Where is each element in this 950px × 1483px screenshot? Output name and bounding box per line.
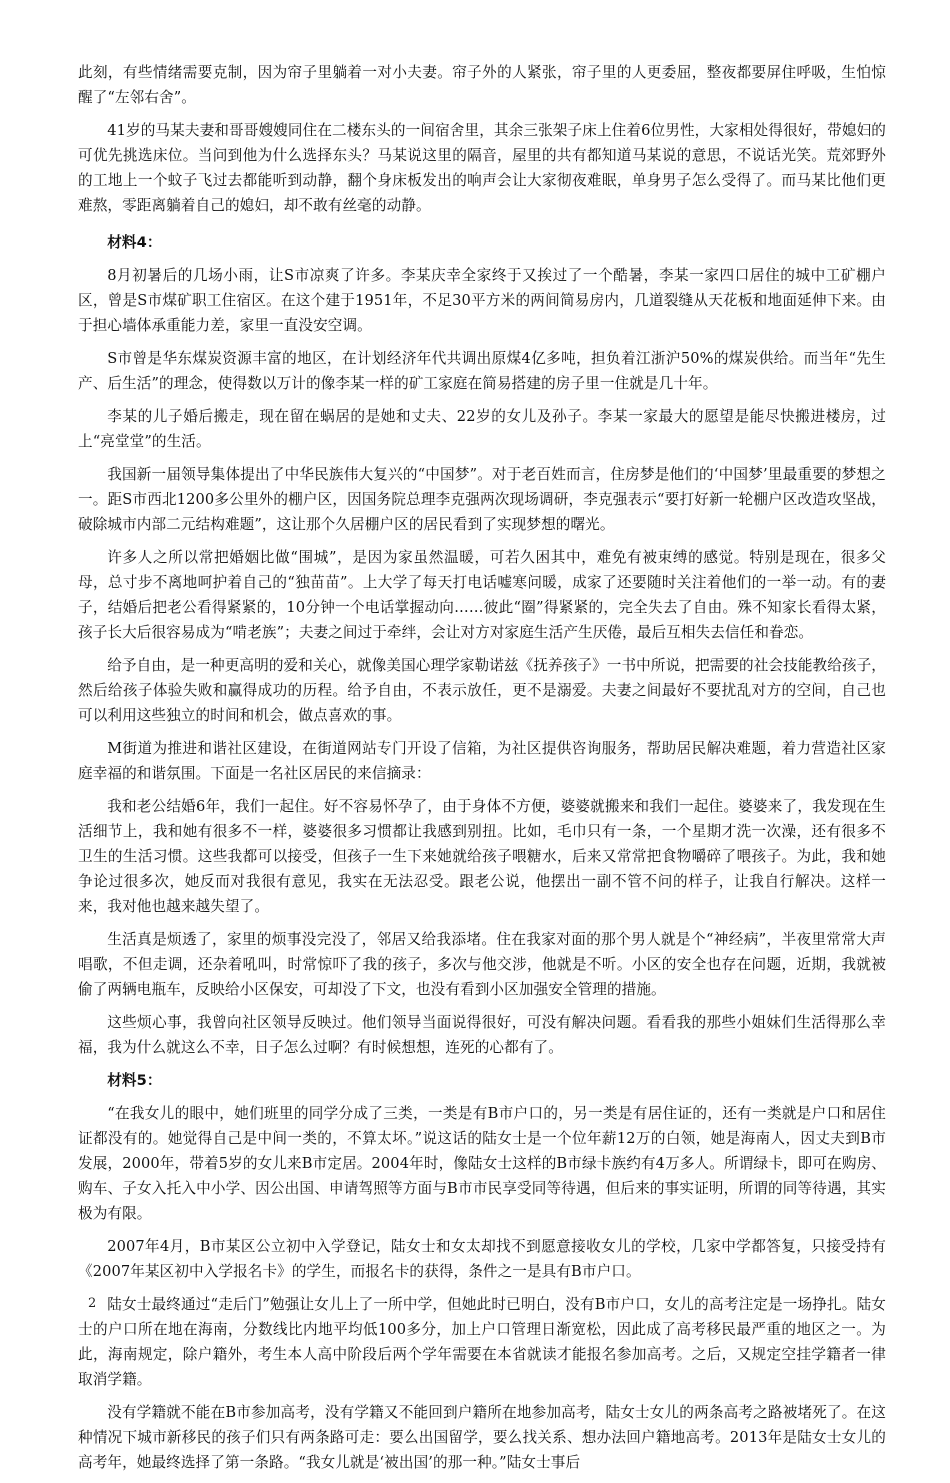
paragraph: 此刻，有些情绪需要克制，因为帘子里躺着一对小夫妻。帘子外的人紧张，帘子里的人更委屈，整夜都要屏住呼吸，生怕惊醒了“左邻右舍”。 <box>78 64 886 106</box>
paragraph: 8月初暑后的几场小雨，让S市凉爽了许多。李某庆幸全家终于又挨过了一个酷暑，李某一家四口居住的城中工矿棚户区，曾是S市煤矿职工住宿区。在这个建于1951年，不足30平方米的两间简易房内，几道裂缝从天花板和地面延伸下来。由于担心墙体承重能力差，家里一直没安空调。 <box>78 267 886 334</box>
paragraph: 我国新一届领导集体提出了中华民族伟大复兴的“中国梦”。对于老百姓而言，住房梦是他们的‘中国梦’里最重要的梦想之一。距S市西北1200多公里外的棚户区，因国务院总理李克强两次现场调研，李克强表示“要打好新一轮棚户区改造攻坚战，破除城市内部二元结构难题”，这让那个久居棚户区的居民看到了实现梦想的曙光。 <box>78 466 886 533</box>
paragraph: 41岁的马某夫妻和哥哥嫂嫂同住在二楼东头的一间宿舍里，其余三张架子床上住着6位男性，大家相处得很好，带媳妇的可优先挑选床位。当问到他为什么选择东头？马某说这里的隔音，屋里的共有都知道马某说的意思，不说话光笑。荒郊野外的工地上一个蚊子飞过去都能听到动静，翻个身床板发出的响声会让大家彻夜难眠，单身男子怎么受得了。而马某比他们更难熬，零距离躺着自己的媳妇，却不敢有丝毫的动静。 <box>78 122 886 214</box>
section-heading-material5: 材料5： <box>107 1072 162 1089</box>
paragraph: M街道为推进和谐社区建设，在街道网站专门开设了信箱，为社区提供咨询服务，帮助居民解决难题，着力营造社区家庭幸福的和谐氛围。下面是一名社区居民的来信摘录： <box>78 740 886 782</box>
letter-paragraph: 生活真是烦透了，家里的烦事没完没了，邻居又给我添堵。住在我家对面的那个男人就是个“神经病”，半夜里常常大声唱歌，不但走调，还杂着吼叫，时常惊吓了我的孩子，多次与他交涉，他就是不听。小区的安全也存在问题，近期，我就被偷了两辆电瓶车，反映给小区保安，可却没了下文，也没有看到小区加强安全管理的措施。 <box>78 931 886 998</box>
paragraph: 2007年4月，B市某区公立初中入学登记，陆女士和女太却找不到愿意接收女儿的学校，几家中学都答复，只接受持有《2007年某区初中入学报名卡》的学生，而报名卡的获得，条件之一是具有B市户口。 <box>78 1238 886 1280</box>
paragraph: 陆女士最终通过“走后门”勉强让女儿上了一所中学，但她此时已明白，没有B市户口，女儿的高考注定是一场挣扎。陆女士的户口所在地在海南，分数线比内地平均低100多分，加上户口管理日渐宽松，因此成了高考移民最严重的地区之一。为此，海南规定，除户籍外，考生本人高中阶段后两个学年需要在本省就读才能报名参加高考。之后，又规定空挂学籍者一律取消学籍。 <box>78 1296 886 1388</box>
page-number: 2 <box>88 1296 97 1311</box>
letter-paragraph: 这些烦心事，我曾向社区领导反映过。他们领导当面说得很好，可没有解决问题。看看我的那些小姐妹们生活得那么幸福，我为什么就这么不幸，日子怎么过啊？有时候想想，连死的心都有了。 <box>78 1014 886 1056</box>
paragraph: 李某的儿子婚后搬走，现在留在蜗居的是她和丈夫、22岁的女儿及孙子。李某一家最大的愿望是能尽快搬进楼房，过上“亮堂堂”的生活。 <box>78 408 886 450</box>
section-heading-material4: 材料4： <box>107 234 162 251</box>
paragraph: 没有学籍就不能在B市参加高考，没有学籍又不能回到户籍所在地参加高考，陆女士女儿的两条高考之路被堵死了。在这种情况下城市新移民的孩子们只有两条路可走：要么出国留学，要么找关系、想办法回户籍地高考。2013年是陆女士女儿的高考年，她最终选择了第一条路。“我女儿就是‘被出国’的那一种。”陆女士事后 <box>78 1404 886 1471</box>
paragraph: S市曾是华东煤炭资源丰富的地区，在计划经济年代共调出原煤4亿多吨，担负着江浙沪50%的煤炭供给。而当年“先生产、后生活”的理念，使得数以万计的像李某一样的矿工家庭在简易搭建的房子里一住就是几十年。 <box>78 350 886 392</box>
paragraph: 许多人之所以常把婚姻比做“围城”，是因为家虽然温暖，可若久困其中，难免有被束缚的感觉。特别是现在，很多父母，总寸步不离地呵护着自己的“独苗苗”。上大学了每天打电话嘘寒问暖，成家了还要随时关注着他们的一举一动。有的妻子，结婚后把老公看得紧紧的，10分钟一个电话掌握动向……彼此“圈”得紧紧的，完全失去了自由。殊不知家长看得太紧，孩子长大后很容易成为“啃老族”；夫妻之间过于牵绊，会让对方对家庭生活产生厌倦，最后互相失去信任和眷恋。 <box>78 549 886 641</box>
paragraph: 给予自由，是一种更高明的爱和关心，就像美国心理学家勒诺兹《抚养孩子》一书中所说，把需要的社会技能教给孩子，然后给孩子体验失败和赢得成功的历程。给予自由，不表示放任，更不是溺爱。夫妻之间最好不要扰乱对方的空间，自己也可以利用这些独立的时间和机会，做点喜欢的事。 <box>78 657 886 724</box>
page-body <box>78 60 886 1483</box>
letter-paragraph: 我和老公结婚6年，我们一起住。好不容易怀孕了，由于身体不方便，婆婆就搬来和我们一起住。婆婆来了，我发现在生活细节上，我和她有很多不一样，婆婆很多习惯都让我感到别扭。比如，毛巾只有一条，一个星期才洗一次澡，还有很多不卫生的生活习惯。这些我都可以接受，但孩子一生下来她就给孩子喂糖水，后来又常常把食物嚼碎了喂孩子。为此，我和她争论过很多次，她反而对我很有意见，我实在无法忍受。跟老公说，他摆出一副不管不问的样子，让我自行解决。这样一来，我对他也越来越失望了。 <box>78 798 886 915</box>
paragraph: “在我女儿的眼中，她们班里的同学分成了三类，一类是有B市户口的，另一类是有居住证的，还有一类就是户口和居住证都没有的。她觉得自己是中间一类的，不算太坏。”说这话的陆女士是一个位年薪12万的白领，她是海南人，因丈夫到B市发展，2000年，带着5岁的女儿来B市定居。2004年时，像陆女士这样的B市绿卡族约有4万多人。所谓绿卡，即可在购房、购车、子女入托入中小学、因公出国、申请驾照等方面与B市市民享受同等待遇，但后来的事实证明，所谓的同等待遇，其实极为有限。 <box>78 1105 886 1222</box>
